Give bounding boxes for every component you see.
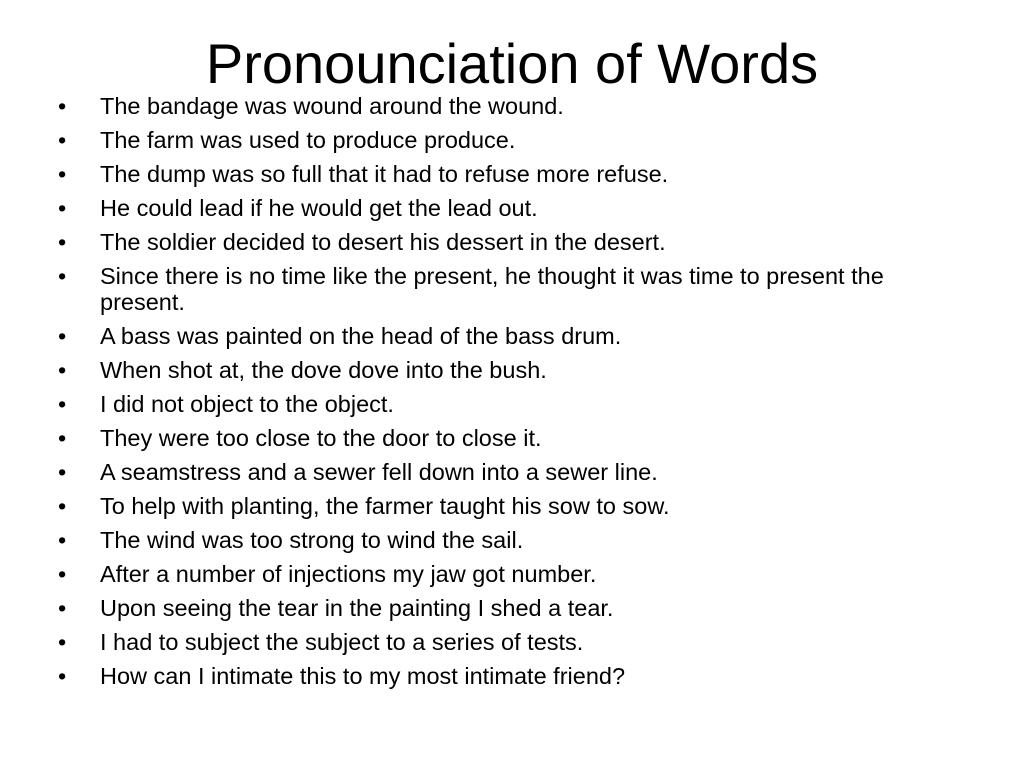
bullet-marker: • [58, 595, 67, 621]
bullet-item [58, 425, 958, 451]
bullet-marker: • [58, 195, 67, 221]
bullet-item [58, 527, 958, 553]
bullet-text: I did not object to the object. [100, 391, 394, 417]
bullet-item [58, 493, 958, 519]
bullet-marker: • [58, 229, 67, 255]
bullet-marker: • [58, 493, 67, 519]
bullet-item [58, 663, 958, 689]
bullet-text: The soldier decided to desert his dessert in the desert. [100, 229, 666, 255]
bullet-marker: • [58, 527, 67, 553]
bullet-item [58, 357, 958, 383]
bullet-text: A bass was painted on the head of the bass drum. [100, 323, 622, 349]
bullet-item [58, 595, 958, 621]
bullet-item [58, 161, 958, 187]
bullet-item [58, 323, 958, 349]
bullet-text: The bandage was wound around the wound. [100, 93, 564, 119]
slide-title: Pronounciation of Words [205, 32, 819, 95]
bullet-item [58, 195, 958, 221]
bullet-item [58, 229, 958, 255]
bullet-text: Upon seeing the tear in the painting I shed a tear. [100, 595, 614, 621]
bullet-item [58, 127, 958, 153]
bullet-marker: • [58, 663, 67, 689]
bullet-marker: • [58, 161, 67, 187]
bullet-text: A seamstress and a sewer fell down into a sewer line. [100, 459, 658, 485]
bullet-marker: • [58, 323, 67, 349]
bullet-marker: • [58, 391, 67, 417]
bullet-item [58, 391, 958, 417]
bullet-marker: • [58, 459, 67, 485]
bullet-item [58, 561, 958, 587]
bullet-text: The wind was too strong to wind the sail. [100, 527, 524, 553]
bullet-marker: • [58, 425, 67, 451]
bullet-text: He could lead if he would get the lead out. [100, 195, 538, 221]
bullet-item [58, 93, 958, 119]
bullet-text: I had to subject the subject to a series of tests. [100, 629, 584, 655]
bullet-marker: • [58, 93, 67, 119]
bullet-text: When shot at, the dove dove into the bush. [100, 357, 547, 383]
bullet-item [58, 629, 958, 655]
bullet-text: To help with planting, the farmer taught his sow to sow. [100, 493, 670, 519]
bullet-marker: • [58, 127, 67, 153]
bullet-marker: • [58, 357, 67, 383]
bullet-text: The farm was used to produce produce. [100, 127, 516, 153]
bullet-text: They were too close to the door to close it. [100, 425, 542, 451]
bullet-text: The dump was so full that it had to refuse more refuse. [100, 161, 669, 187]
bullet-marker: • [58, 561, 67, 587]
bullet-text: After a number of injections my jaw got number. [100, 561, 597, 587]
bullet-text: How can I intimate this to my most intimate friend? [100, 663, 626, 689]
bullet-marker: • [58, 263, 67, 289]
bullet-text: Since there is no time like the present, he thought it was time to present the present. [100, 263, 884, 315]
bullet-item [58, 263, 958, 315]
bullet-item [58, 459, 958, 485]
bullet-marker: • [58, 629, 67, 655]
bullet-list [58, 93, 958, 697]
